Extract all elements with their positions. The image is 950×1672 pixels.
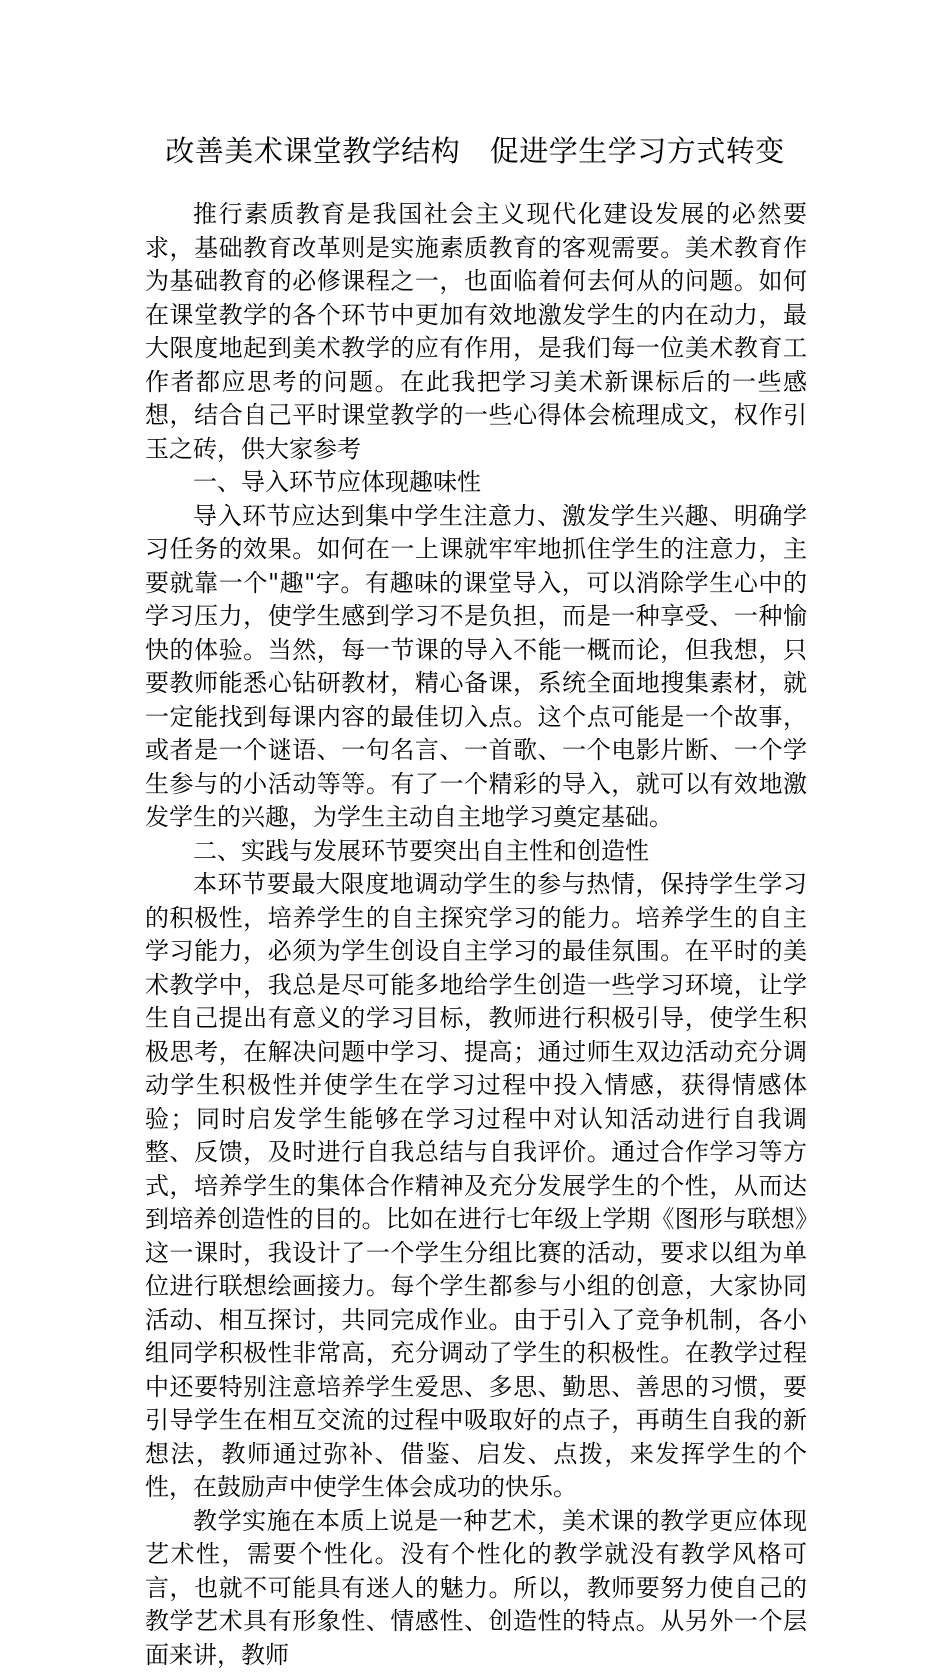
section-heading-2: 二、实践与发展环节要突出自主性和创造性 bbox=[145, 835, 807, 869]
paragraph-section-2: 本环节要最大限度地调动学生的参与热情，保持学生学习的积极性，培养学生的自主探究学习的能力。培养学生的自主学习能力，必须为学生创设自主学习的最佳氛围。在平时的美术教学中，我总是尽可能多地给学生创造一些学习环境，让学生自己提出有意义的学习目标，教师进行积极引导，使学生积极思考，在解决问题中学习、提高；通过师生双边活动充分调动学生积极性并使学生在学习过程中投入情感，获得情感体验；同时启发学生能够在学习过程中对认知活动进行自我调整、反馈，及时进行自我总结与自我评价。通过合作学习等方式，培养学生的集体合作精神及充分发展学生的个性，从而达到培养创造性的目的。比如在进行七年级上学期《图形与联想》这一课时，我设计了一个学生分组比赛的活动，要求以组为单位进行联想绘画接力。每个学生都参与小组的创意，大家协同活动、相互探讨，共同完成作业。由于引入了竞争机制，各小组同学积极性非常高，充分调动了学生的积极性。在教学过程中还要特别注意培养学生爱思、多思、勤思、善思的习惯，要引导学生在相互交流的过程中吸取好的点子，再萌生自我的新想法，教师通过弥补、借鉴、启发、点拨，来发挥学生的个性，在鼓励声中使学生体会成功的快乐。 bbox=[145, 868, 807, 1505]
paragraph-section-1: 导入环节应达到集中学生注意力、激发学生兴趣、明确学习任务的效果。如何在一上课就牢牢地抓住学生的注意力，主要就靠一个"趣"字。有趣味的课堂导入，可以消除学生心中的学习压力，使学生感到学习不是负担，而是一种享受、一种愉快的体验。当然，每一节课的导入不能一概而论，但我想，只要教师能悉心钻研教材，精心备课，系统全面地搜集素材，就一定能找到每课内容的最佳切入点。这个点可能是一个故事，或者是一个谜语、一句名言、一首歌、一个电影片断、一个学生参与的小活动等等。有了一个精彩的导入，就可以有效地激发学生的兴趣，为学生主动自主地学习奠定基础。 bbox=[145, 500, 807, 835]
paragraph-intro: 推行素质教育是我国社会主义现代化建设发展的必然要求，基础教育改革则是实施素质教育的客观需要。美术教育作为基础教育的必修课程之一，也面临着何去何从的问题。如何在课堂教学的各个环节中更加有效地激发学生的内在动力，最大限度地起到美术教学的应有作用，是我们每一位美术教育工作者都应思考的问题。在此我把学习美术新课标后的一些感想，结合自己平时课堂教学的一些心得体会梳理成文，权作引玉之砖，供大家参考 bbox=[145, 198, 807, 466]
document-title: 改善美术课堂教学结构 促进学生学习方式转变 bbox=[145, 131, 805, 171]
document-body bbox=[145, 198, 807, 1672]
section-heading-1: 一、导入环节应体现趣味性 bbox=[145, 466, 807, 500]
paragraph-teaching-art: 教学实施在本质上说是一种艺术，美术课的教学更应体现艺术性，需要个性化。没有个性化的教学就没有教学风格可言，也就不可能具有迷人的魅力。所以，教师要努力使自己的教学艺术具有形象性、情感性、创造性的特点。从另外一个层面来讲，教师 bbox=[145, 1505, 807, 1672]
